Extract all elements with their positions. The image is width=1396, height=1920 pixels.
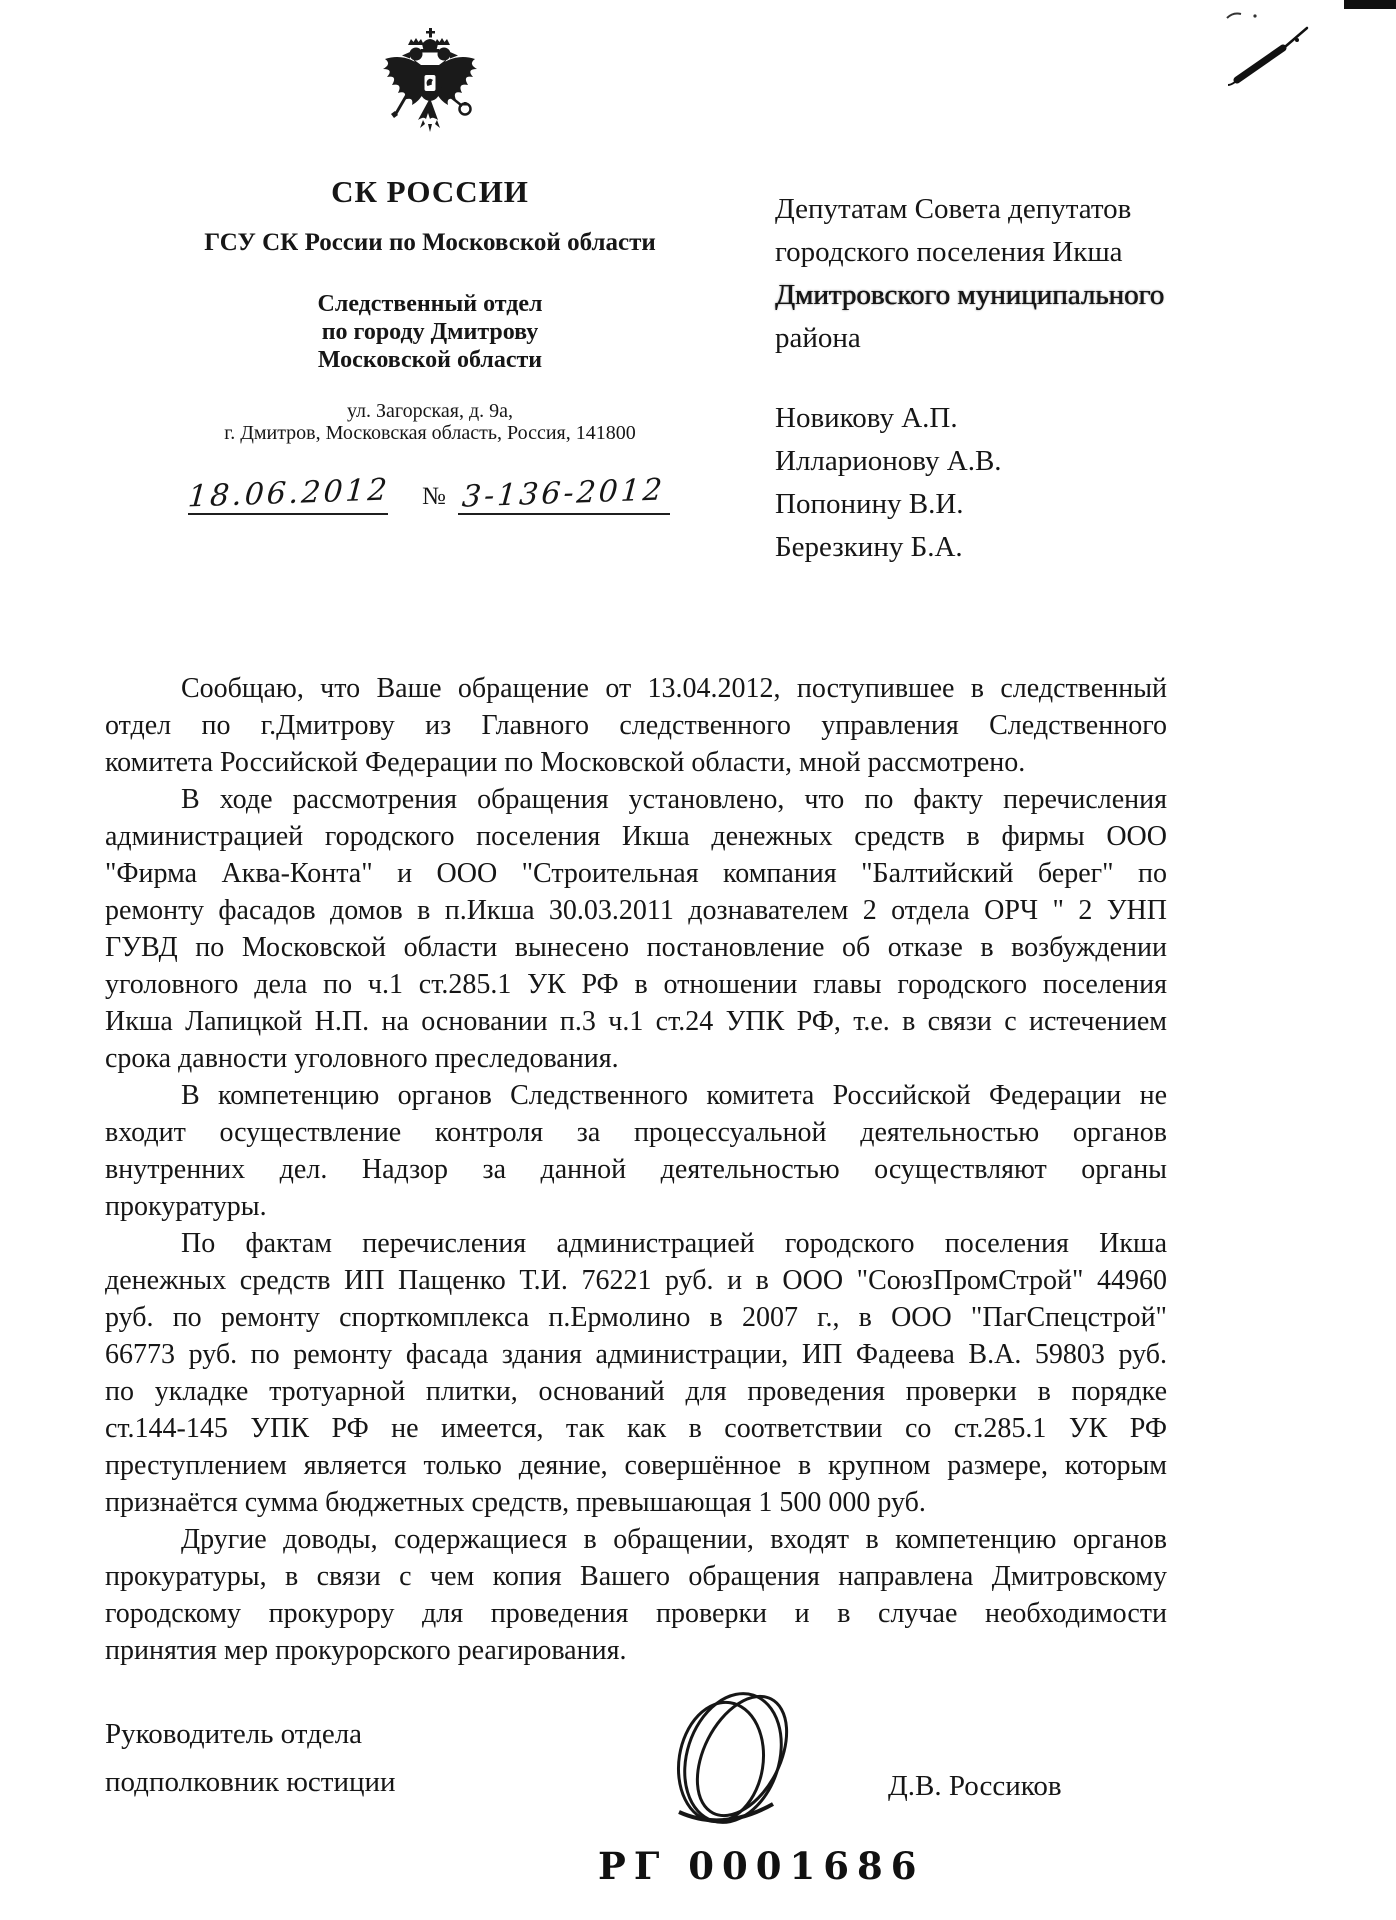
body-line: 66773 руб. по ремонту фасада здания администрации, ИП Фадеева В.А. 59803 руб. xyxy=(105,1339,1167,1370)
division-line: Московской области xyxy=(317,347,543,373)
pen-mark-icon xyxy=(1165,2,1335,92)
body-line: внутренних дел. Надзор за данной деятельностью осуществляют органы xyxy=(105,1154,1167,1185)
body-paragraph xyxy=(105,1225,1167,1521)
body-line: признаётся сумма бюджетных средств, превышающая 1 500 000 руб. xyxy=(105,1487,926,1518)
body-line: денежных средств ИП Пащенко Т.И. 76221 руб. и в ООО "СоюзПромСтрой" 44960 xyxy=(105,1265,1167,1296)
letterhead xyxy=(130,28,730,558)
body-line: "Фирма Аква-Конта" и ООО "Строительная компания "Балтийский берег" по xyxy=(105,858,1167,889)
handwritten-date: 18.06.2012 xyxy=(186,472,391,515)
addressee-line: района xyxy=(775,322,861,354)
body-line: ГУВД по Московской области вынесено постановление об отказе в возбуждении xyxy=(105,932,1167,963)
body-line: По фактам перечисления администрацией городского поселения Икша xyxy=(181,1228,1167,1259)
body-line: В компетенцию органов Следственного комитета Российской Федерации не xyxy=(181,1080,1167,1111)
outgoing-dateline xyxy=(130,472,730,515)
addressee-block xyxy=(775,188,1175,569)
addressee-names xyxy=(775,397,1175,569)
body-line: руб. по ремонту спорткомплекса п.Ермолино в 2007 г., в ООО "ПагСпецстрой" xyxy=(105,1302,1167,1333)
body-line: принятия мер прокурорского реагирования. xyxy=(105,1635,627,1666)
body-line: преступлением является только деяние, совершённое в крупном размере, которым xyxy=(105,1450,1167,1481)
addressee-line: городского поселения Икша xyxy=(775,236,1123,268)
body-paragraph xyxy=(105,1521,1167,1669)
org-name-main: ГСУ СК России по Московской области xyxy=(204,229,656,256)
body-line: ст.144-145 УПК РФ не имеется, так как в соответствии со ст.285.1 УК РФ xyxy=(105,1413,1167,1444)
number-sign: № xyxy=(422,483,446,510)
body-line: В ходе рассмотрения обращения установлено, что по факту перечисления xyxy=(181,784,1167,815)
signer-title-line1: Руководитель отдела xyxy=(105,1718,363,1750)
body-line: уголовного дела по ч.1 ст.285.1 УК РФ в отношении главы городского поселения xyxy=(105,969,1167,1000)
addressee-name: Березкину Б.А. xyxy=(775,531,963,563)
body-line: прокуратуры. xyxy=(105,1191,267,1222)
body-paragraph xyxy=(105,781,1167,1077)
signature-icon xyxy=(645,1686,820,1846)
coat-of-arms-icon xyxy=(377,28,483,138)
body-line: комитета Российской Федерации по Московской области, мной рассмотрено. xyxy=(105,747,1026,778)
signer-title-line2: подполковник юстиции xyxy=(105,1766,396,1798)
body-line: прокуратуры, в связи с чем копия Вашего обращения направлена Дмитровскому xyxy=(105,1561,1167,1592)
division-line: по городу Дмитрову xyxy=(321,319,539,345)
body-line: Икша Лапицкой Н.П. на основании п.3 ч.1 ст.24 УПК РФ, т.е. в связи с истечением xyxy=(105,1006,1167,1037)
body-paragraph xyxy=(105,670,1167,781)
handwritten-date-field xyxy=(186,472,391,515)
body-line: ремонту фасадов домов в п.Икша 30.03.2011 дознавателем 2 отдела ОРЧ " 2 УНП xyxy=(105,895,1167,926)
addressee-line: Депутатам Совета депутатов xyxy=(775,193,1132,225)
scan-corner-artifact xyxy=(1344,0,1396,9)
body-line: Другие доводы, содержащиеся в обращении, входят в компетенцию органов xyxy=(181,1524,1167,1555)
body-line: по укладке тротуарной плитки, оснований для проведения проверки в порядке xyxy=(105,1376,1167,1407)
address-block xyxy=(130,400,730,444)
addressee-line: Дмитровского муниципального xyxy=(775,279,1165,311)
handwritten-number: 3-136-2012 xyxy=(461,472,667,515)
body-line: Сообщаю, что Ваше обращение от 13.04.2012, поступившее в следственный xyxy=(181,673,1167,704)
signer-name: Д.В. Россиков xyxy=(888,1770,1062,1802)
addressee-name: Попонину В.И. xyxy=(775,488,964,520)
address-line: ул. Загорская, д. 9а, xyxy=(346,400,514,422)
registration-stamp: РГ 0001686 xyxy=(598,1844,925,1888)
body-line: городскому прокурору для проведения проверки и в случае необходимости xyxy=(105,1598,1167,1629)
body-line: отдел по г.Дмитрову из Главного следственного управления Следственного xyxy=(105,710,1167,741)
addressee-name: Новикову А.П. xyxy=(775,402,958,434)
body-line: входит осуществление контроля за процессуальной деятельностью органов xyxy=(105,1117,1167,1148)
address-line: г. Дмитров, Московская область, Россия, 141800 xyxy=(224,422,636,444)
letter-body xyxy=(105,670,1167,1669)
body-paragraph xyxy=(105,1077,1167,1225)
org-name-top: СК РОССИИ xyxy=(331,174,529,209)
body-line: срока давности уголовного преследования. xyxy=(105,1043,619,1074)
addressee-name: Илларионову А.В. xyxy=(775,445,1002,477)
division-line: Следственный отдел xyxy=(317,291,543,317)
handwritten-number-field xyxy=(458,472,670,515)
division-block xyxy=(130,290,730,374)
body-line: администрацией городского поселения Икша денежных средств в фирмы ООО xyxy=(105,821,1167,852)
